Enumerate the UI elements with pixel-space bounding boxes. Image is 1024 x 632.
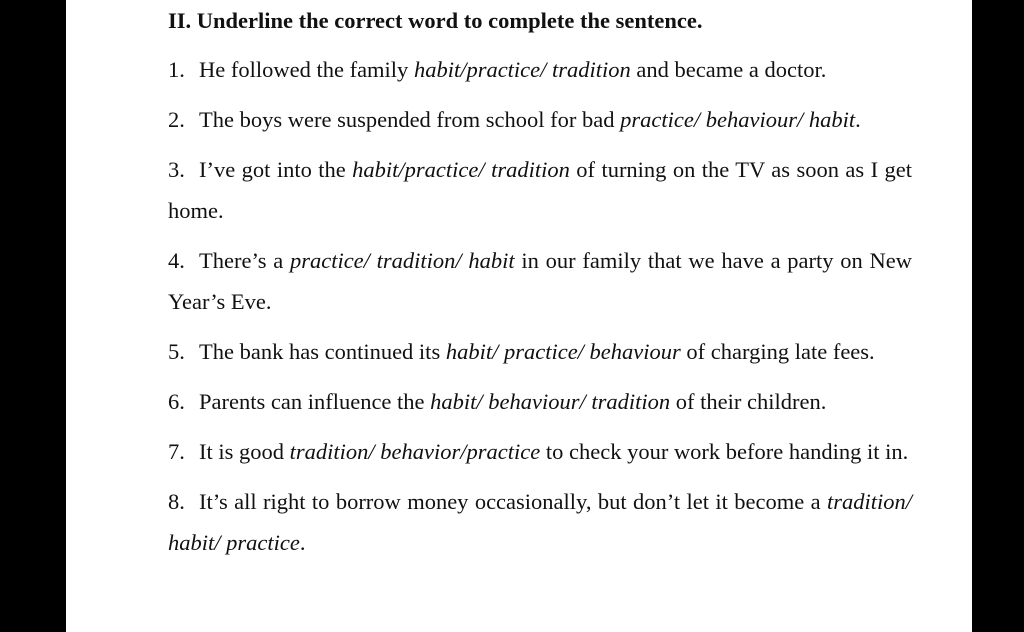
word-options[interactable]: habit/ practice/ behaviour	[445, 339, 681, 364]
word-options[interactable]: tradition/ habit/ practice	[168, 489, 912, 555]
sentence-text-before: The bank has continued its	[199, 339, 446, 364]
sentence-text-after: in our family that we have a party on New Year’s Eve.	[168, 248, 912, 314]
sentence-text-after: of charging late fees.	[680, 339, 875, 364]
sentence-text-before: The boys were suspended from school for bad	[199, 107, 621, 132]
item-number: 5.	[168, 339, 185, 364]
sentence-item-4	[168, 240, 912, 322]
exercise-section	[168, 6, 912, 572]
sentence-text-after: of turning on the TV as soon as I get home.	[168, 157, 912, 223]
item-number: 1.	[168, 57, 185, 82]
sentence-text-after: .	[855, 107, 861, 132]
sentence-item-7	[168, 431, 912, 472]
sentence-item-8	[168, 481, 912, 563]
item-number: 4.	[168, 248, 185, 273]
sentence-text-before: It is good	[199, 439, 290, 464]
sentence-item-5	[168, 331, 912, 372]
sentence-item-3	[168, 149, 912, 231]
sentence-text-before: It’s all right to borrow money occasionally, but don’t let it become a	[199, 489, 827, 514]
sentence-text-before: He followed the family	[199, 57, 414, 82]
sentence-item-1	[168, 49, 912, 90]
item-number: 6.	[168, 389, 185, 414]
sentence-text-after: to check your work before handing it in.	[540, 439, 909, 464]
sentence-item-6	[168, 381, 912, 422]
word-options[interactable]: habit/ behaviour/ tradition	[430, 389, 671, 414]
sentence-text-before: I’ve got into the	[199, 157, 353, 182]
word-options[interactable]: practice/ tradition/ habit	[289, 248, 515, 273]
word-options[interactable]: tradition/ behavior/practice	[289, 439, 541, 464]
sentence-text-after: and became a doctor.	[630, 57, 827, 82]
sentence-text-before: There’s a	[199, 248, 290, 273]
item-number: 3.	[168, 157, 185, 182]
item-number: 8.	[168, 489, 185, 514]
worksheet-page	[66, 0, 972, 632]
word-options[interactable]: practice/ behaviour/ habit	[620, 107, 856, 132]
word-options[interactable]: habit/practice/ tradition	[352, 157, 570, 182]
item-number: 7.	[168, 439, 185, 464]
sentence-item-2	[168, 99, 912, 140]
exercise-heading: II. Underline the correct word to complete the sentence.	[168, 8, 703, 33]
sentence-text-after: .	[299, 530, 306, 555]
sentence-text-after: of their children.	[670, 389, 827, 414]
sentence-text-before: Parents can influence the	[199, 389, 431, 414]
word-options[interactable]: habit/practice/ tradition	[413, 57, 631, 82]
item-number: 2.	[168, 107, 185, 132]
